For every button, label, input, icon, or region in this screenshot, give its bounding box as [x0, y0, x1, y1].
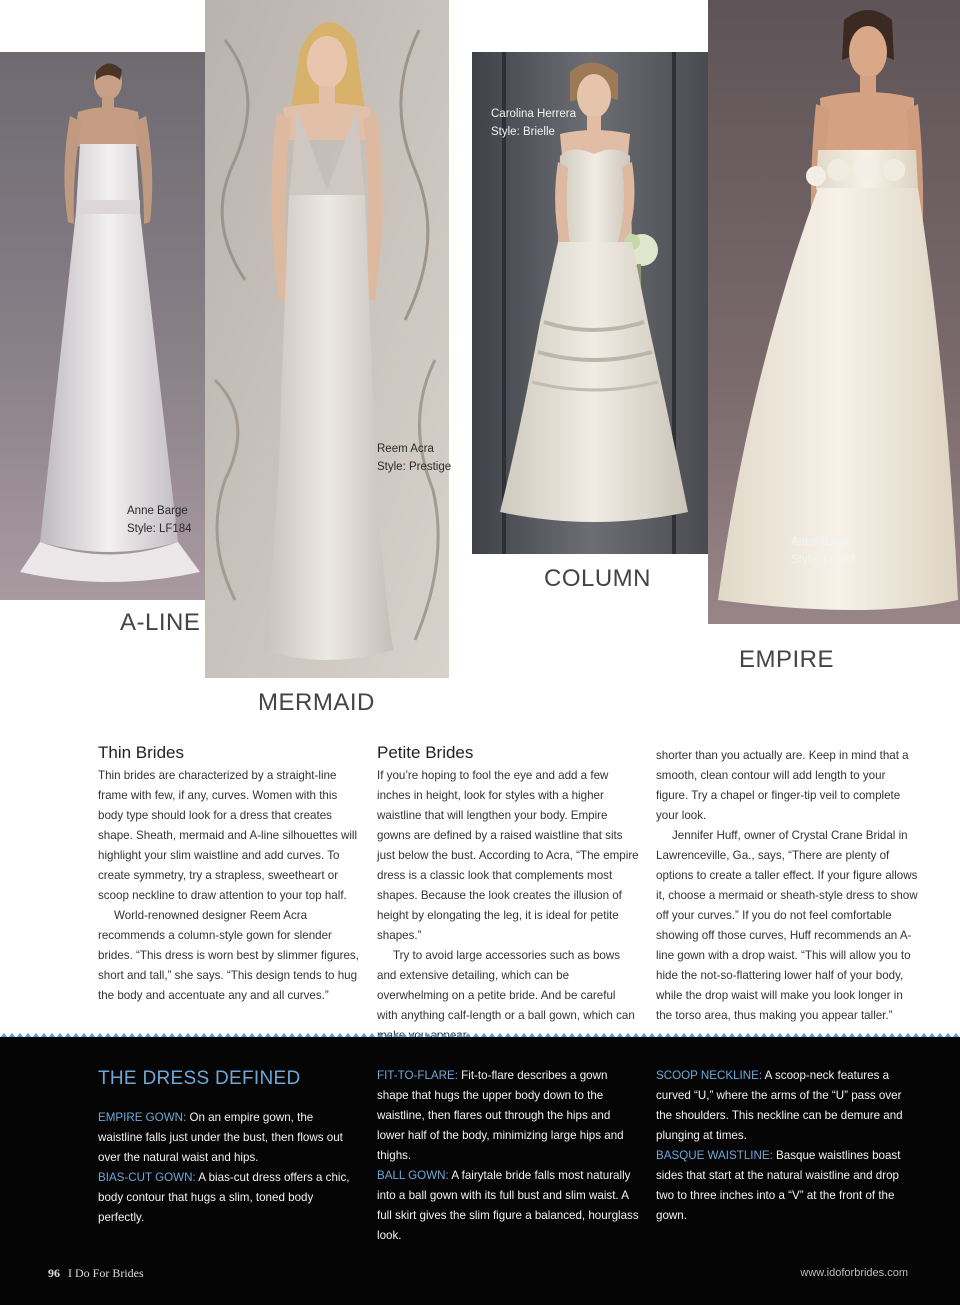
definition-scoop-neckline	[656, 1066, 918, 1146]
article-continued	[656, 746, 918, 1026]
mermaid-label: MERMAID	[258, 689, 375, 716]
thin-brides-paragraph-1: Thin brides are characterized by a straight-line frame with few, if any, curves. Women with this body type should look for a dress that creates shape. Sheath, mermaid and A-line silhouettes will highlight your slim waistline and add curves. To create symmetry, try a strapless, sweetheart or scoop neckline to draw attention to your top half.	[98, 769, 358, 902]
text-basque-waistline: Basque waistlines boast sides that start at the natural waistline and drop two to three inches into a “V” at the front of the gown.	[656, 1149, 901, 1222]
article-petite-brides	[377, 742, 639, 1046]
definition-fit-to-flare	[377, 1066, 639, 1166]
a-line-style: Style: LF184	[127, 523, 192, 535]
term-bias-cut-gown: BIAS-CUT GOWN:	[98, 1171, 196, 1184]
definition-basque-waistline	[656, 1146, 918, 1226]
petite-brides-paragraph-1: If you’re hoping to fool the eye and add a few inches in height, look for styles with a higher waistline that will lengthen your body. Empire gowns are defined by a raised waistline that sits just below the bust. According to Acra, “The empire dress is a classic look that complements most shapes. Because the look creates the illusion of height by elongating the leg, it is ideal for petite shapes.”	[377, 769, 639, 942]
continued-paragraph-2: Jennifer Huff, owner of Crystal Crane Bridal in Lawrenceville, Ga., says, “There are plenty of options to create a taller effect. If your figure allows it, choose a mermaid or sheath-style dress to show off your curves.” If you do not feel comfortable showing off those curves, Huff recommends an A-line gown with a drop waist. “This will allow you to hide the not-so-flattering lower half of your body, while the drop waist will make you look longer in the torso area, thus making you appear taller.”	[656, 829, 918, 1022]
thin-brides-paragraph-2: World-renowned designer Reem Acra recommends a column-style gown for slender brides. “This dress is worn best by slimmer figures, short and tall,” she says. “This design tends to hug the body and accentuate any and all curves.”	[98, 909, 359, 1002]
photo-mermaid	[205, 0, 452, 678]
definitions-title: THE DRESS DEFINED	[98, 1068, 301, 1089]
petite-brides-heading: Petite Brides	[377, 743, 474, 762]
a-line-label: A-LINE	[120, 609, 201, 636]
mermaid-designer: Reem Acra	[377, 443, 434, 455]
photo-empire	[708, 0, 960, 624]
definition-ball-gown	[377, 1166, 639, 1246]
website-link[interactable]: www.idoforbrides.com	[800, 1267, 908, 1279]
empire-credit	[791, 533, 856, 569]
page-number: 96	[48, 1266, 60, 1280]
petite-brides-paragraph-2: Try to avoid large accessories such as bows and extensive detailing, which can be overwhelming on a petite bride. And be careful with anything calf-length or a ball gown, which can	[377, 949, 635, 1022]
thin-brides-heading: Thin Brides	[98, 743, 184, 762]
photo-a-line	[0, 52, 231, 600]
page-footer-left	[48, 1266, 144, 1281]
a-line-gown-photo	[0, 52, 231, 600]
term-empire-gown: EMPIRE GOWN:	[98, 1111, 187, 1124]
continued-paragraph-1: shorter than you actually are. Keep in mind that a smooth, clean contour will add length to your figure. Try a chapel or finger-tip veil to complete your look.	[656, 749, 909, 822]
definition-bias-cut-gown	[98, 1168, 360, 1228]
article-thin-brides	[98, 742, 360, 1006]
column-style: Style: Brielle	[491, 126, 555, 138]
term-basque-waistline: BASQUE WAISTLINE:	[656, 1149, 773, 1162]
mermaid-gown-photo	[205, 0, 452, 678]
a-line-credit	[127, 502, 192, 538]
a-line-designer: Anne Barge	[127, 505, 188, 517]
empire-style: Style: LF183	[791, 554, 856, 566]
column-credit	[491, 105, 576, 141]
term-scoop-neckline: SCOOP NECKLINE:	[656, 1069, 763, 1082]
empire-designer: Anne Barge	[791, 536, 852, 548]
term-fit-to-flare: FIT-TO-FLARE:	[377, 1069, 458, 1082]
definitions-column-3	[656, 1066, 918, 1226]
column-designer: Carolina Herrera	[491, 108, 577, 120]
column-label: COLUMN	[544, 565, 652, 592]
publication-name: I Do For Brides	[68, 1266, 144, 1280]
term-ball-gown: BALL GOWN:	[377, 1169, 449, 1182]
mermaid-style: Style: Prestige	[377, 461, 452, 473]
definitions-column-1	[98, 1066, 360, 1228]
text-scoop-neckline: A scoop-neck features a curved “U,” where the arms of the “U” pass over the shoulders. This neckline can be demure and plunging at times.	[656, 1069, 903, 1142]
empire-gown-photo	[708, 0, 960, 624]
text-bias-cut-gown: A bias-cut dress offers a chic, body contour that hugs a slim, toned body perfectly.	[98, 1171, 350, 1224]
definitions-column-2	[377, 1066, 639, 1246]
text-fit-to-flare: Fit-to-flare describes a gown shape that hugs the upper body down to the waistline, then flares out through the hips and lower half of the body, minimizing large hips and thighs.	[377, 1069, 624, 1162]
definition-empire-gown	[98, 1108, 360, 1168]
empire-label: EMPIRE	[739, 646, 835, 673]
mermaid-credit	[377, 440, 451, 476]
text-ball-gown: A fairytale bride falls most naturally into a ball gown with its full bust and slim waist. A full skirt gives the slim figure a balanced, hourglass look.	[377, 1169, 639, 1242]
text-empire-gown: On an empire gown, the waistline falls just under the bust, then flows out over the natural waist and hips.	[98, 1111, 343, 1164]
